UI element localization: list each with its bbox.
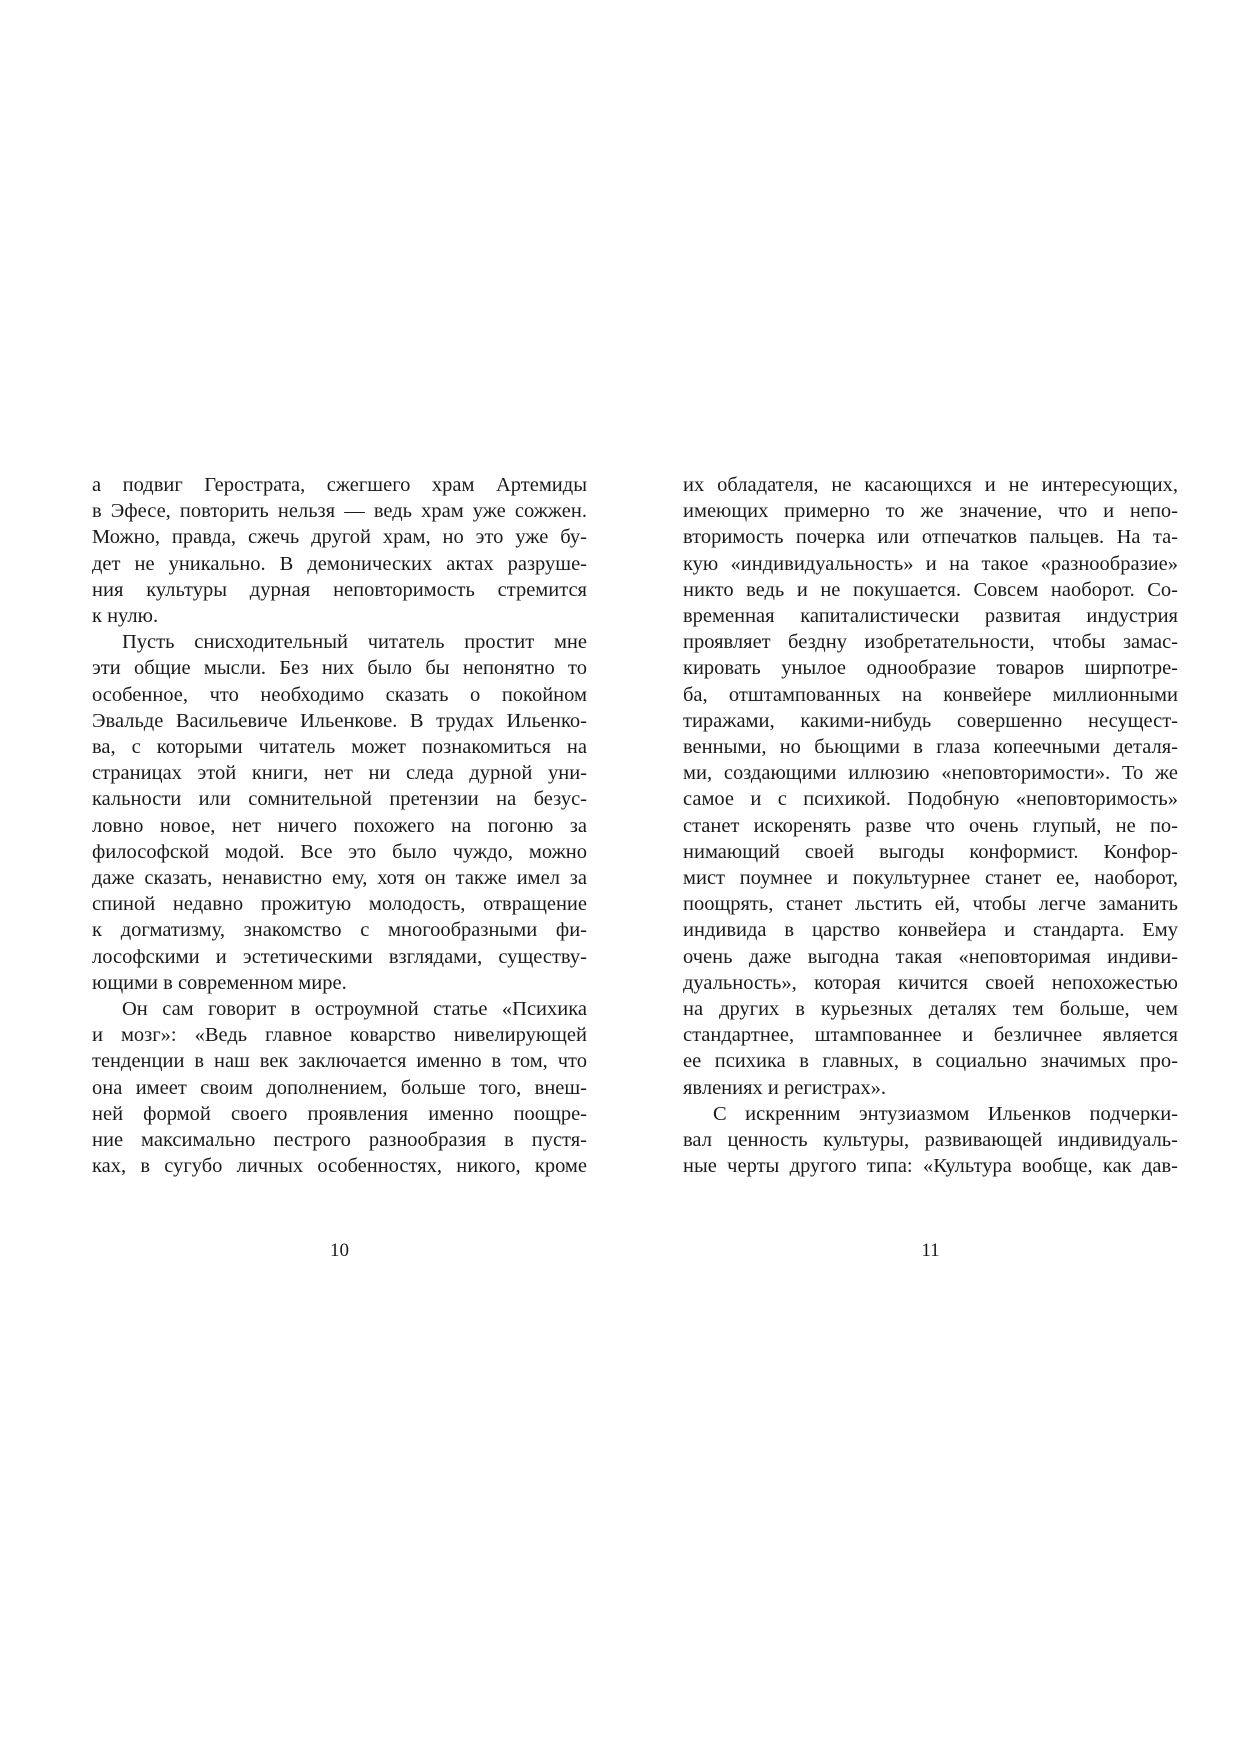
text-line: страницах этой книги, нет ни следа дурной уни- bbox=[92, 762, 587, 785]
text-line: ее психика в главных, в социально значимых про- bbox=[683, 1050, 1178, 1073]
text-line: ние максимально пестрого разнообразия в пустя- bbox=[92, 1129, 587, 1152]
right-page-number: 11 bbox=[921, 1240, 940, 1261]
text-line: ловно новое, нет ничего похожего на погоню за bbox=[92, 814, 587, 837]
text-line: ней формой своего проявления именно поощре- bbox=[92, 1102, 587, 1125]
text-line: вторимость почерка или отпечатков пальцев. На та- bbox=[683, 526, 1178, 549]
left-page-number: 10 bbox=[330, 1240, 349, 1261]
text-line: а подвиг Герострата, сжегшего храм Артемиды bbox=[92, 474, 587, 496]
text-line: к догматизму, знакомство с многообразными фи- bbox=[92, 919, 587, 942]
left-page bbox=[92, 472, 587, 1179]
text-line: самое и с психикой. Подобную «неповторимость» bbox=[683, 788, 1178, 811]
text-line: тиражами, какими-нибудь совершенно несущест- bbox=[683, 709, 1178, 732]
text-line: явлениях и регистрах». bbox=[683, 1076, 887, 1099]
text-line: философской модой. Все это было чуждо, можно bbox=[92, 840, 587, 863]
text-line: кировать унылое однообразие товаров ширпотре- bbox=[683, 657, 1178, 680]
text-line: ках, в сугубо личных особенностях, никого, кроме bbox=[92, 1155, 587, 1178]
text-line: проявляет бездну изобретательности, чтобы замас- bbox=[683, 631, 1178, 654]
text-line: лософскими и эстетическими взглядами, существу- bbox=[92, 945, 587, 968]
text-line: ния культуры дурная неповторимость стремится bbox=[92, 578, 587, 601]
text-line: кальности или сомнительной претензии на безус- bbox=[92, 788, 587, 811]
text-line: особенное, что необходимо сказать о покойном bbox=[92, 683, 587, 706]
text-line: дет не уникально. В демонических актах разруше- bbox=[92, 552, 587, 575]
right-page bbox=[683, 472, 1178, 1179]
text-line: в Эфесе, повторить нельзя — ведь храм уже сожжен. bbox=[92, 500, 587, 523]
text-line: она имеет своим дополнением, больше того, внеш- bbox=[92, 1076, 587, 1099]
text-line: венными, но бьющими в глаза копеечными деталя- bbox=[683, 736, 1178, 759]
text-line: никто ведь и не покушается. Совсем наоборот. Со- bbox=[683, 578, 1178, 601]
text-line: ные черты другого типа: «Культура вообще, как дав- bbox=[683, 1155, 1178, 1178]
text-line: ба, отштампованных на конвейере миллионными bbox=[683, 683, 1178, 706]
text-line: индивида в царство конвейера и стандарта. Ему bbox=[683, 919, 1178, 942]
text-line: имеющих примерно то же значение, что и непо- bbox=[683, 500, 1178, 523]
right-page-text bbox=[683, 472, 1178, 1179]
text-line: поощрять, станет льстить ей, чтобы легче заманить bbox=[683, 893, 1178, 916]
text-line: Можно, правда, сжечь другой храм, но это уже бу- bbox=[92, 526, 587, 549]
text-line: ва, с которыми читатель может познакомиться на bbox=[92, 736, 587, 759]
text-line: временная капиталистически развитая индустрия bbox=[683, 605, 1178, 628]
text-line: С искренним энтузиазмом Ильенков подчерки- bbox=[713, 1102, 1178, 1125]
text-line: вал ценность культуры, развивающей индивидуаль- bbox=[683, 1129, 1178, 1152]
text-line: очень даже выгодна такая «неповторимая индиви- bbox=[683, 945, 1178, 968]
left-page-text bbox=[92, 472, 587, 1179]
text-line: Он сам говорит в остроумной статье «Психика bbox=[122, 998, 587, 1021]
text-line: дуальность», которая кичится своей непохожестью bbox=[683, 971, 1178, 994]
text-line: мист поумнее и покультурнее станет ее, наоборот, bbox=[683, 867, 1178, 890]
text-line: и мозг»: «Ведь главное коварство нивелирующей bbox=[92, 1024, 587, 1047]
text-line: даже сказать, ненавистно ему, хотя он также имел за bbox=[92, 867, 587, 890]
text-line: кую «индивидуальность» и на такое «разнообразие» bbox=[683, 552, 1178, 575]
text-line: стандартнее, штампованнее и безличнее является bbox=[683, 1024, 1178, 1047]
text-line: эти общие мысли. Без них было бы непонятно то bbox=[92, 657, 587, 680]
text-line: к нулю. bbox=[92, 605, 159, 628]
text-line: на других в курьезных деталях тем больше, чем bbox=[683, 998, 1178, 1021]
text-line: тенденции в наш век заключается именно в том, что bbox=[92, 1050, 587, 1073]
text-line: станет искоренять разве что очень глупый, не по- bbox=[683, 814, 1178, 837]
text-line: спиной недавно прожитую молодость, отвращение bbox=[92, 893, 587, 916]
text-line: ющими в современном мире. bbox=[92, 971, 347, 994]
text-line: нимающий своей выгоды конформист. Конфор- bbox=[683, 840, 1178, 863]
text-line: Пусть снисходительный читатель простит мне bbox=[122, 631, 587, 654]
text-line: ми, создающими иллюзию «неповторимости». То же bbox=[683, 762, 1178, 785]
text-line: Эвальде Васильевиче Ильенкове. В трудах Ильенко- bbox=[92, 709, 587, 732]
text-line: их обладателя, не касающихся и не интересующих, bbox=[683, 474, 1178, 496]
